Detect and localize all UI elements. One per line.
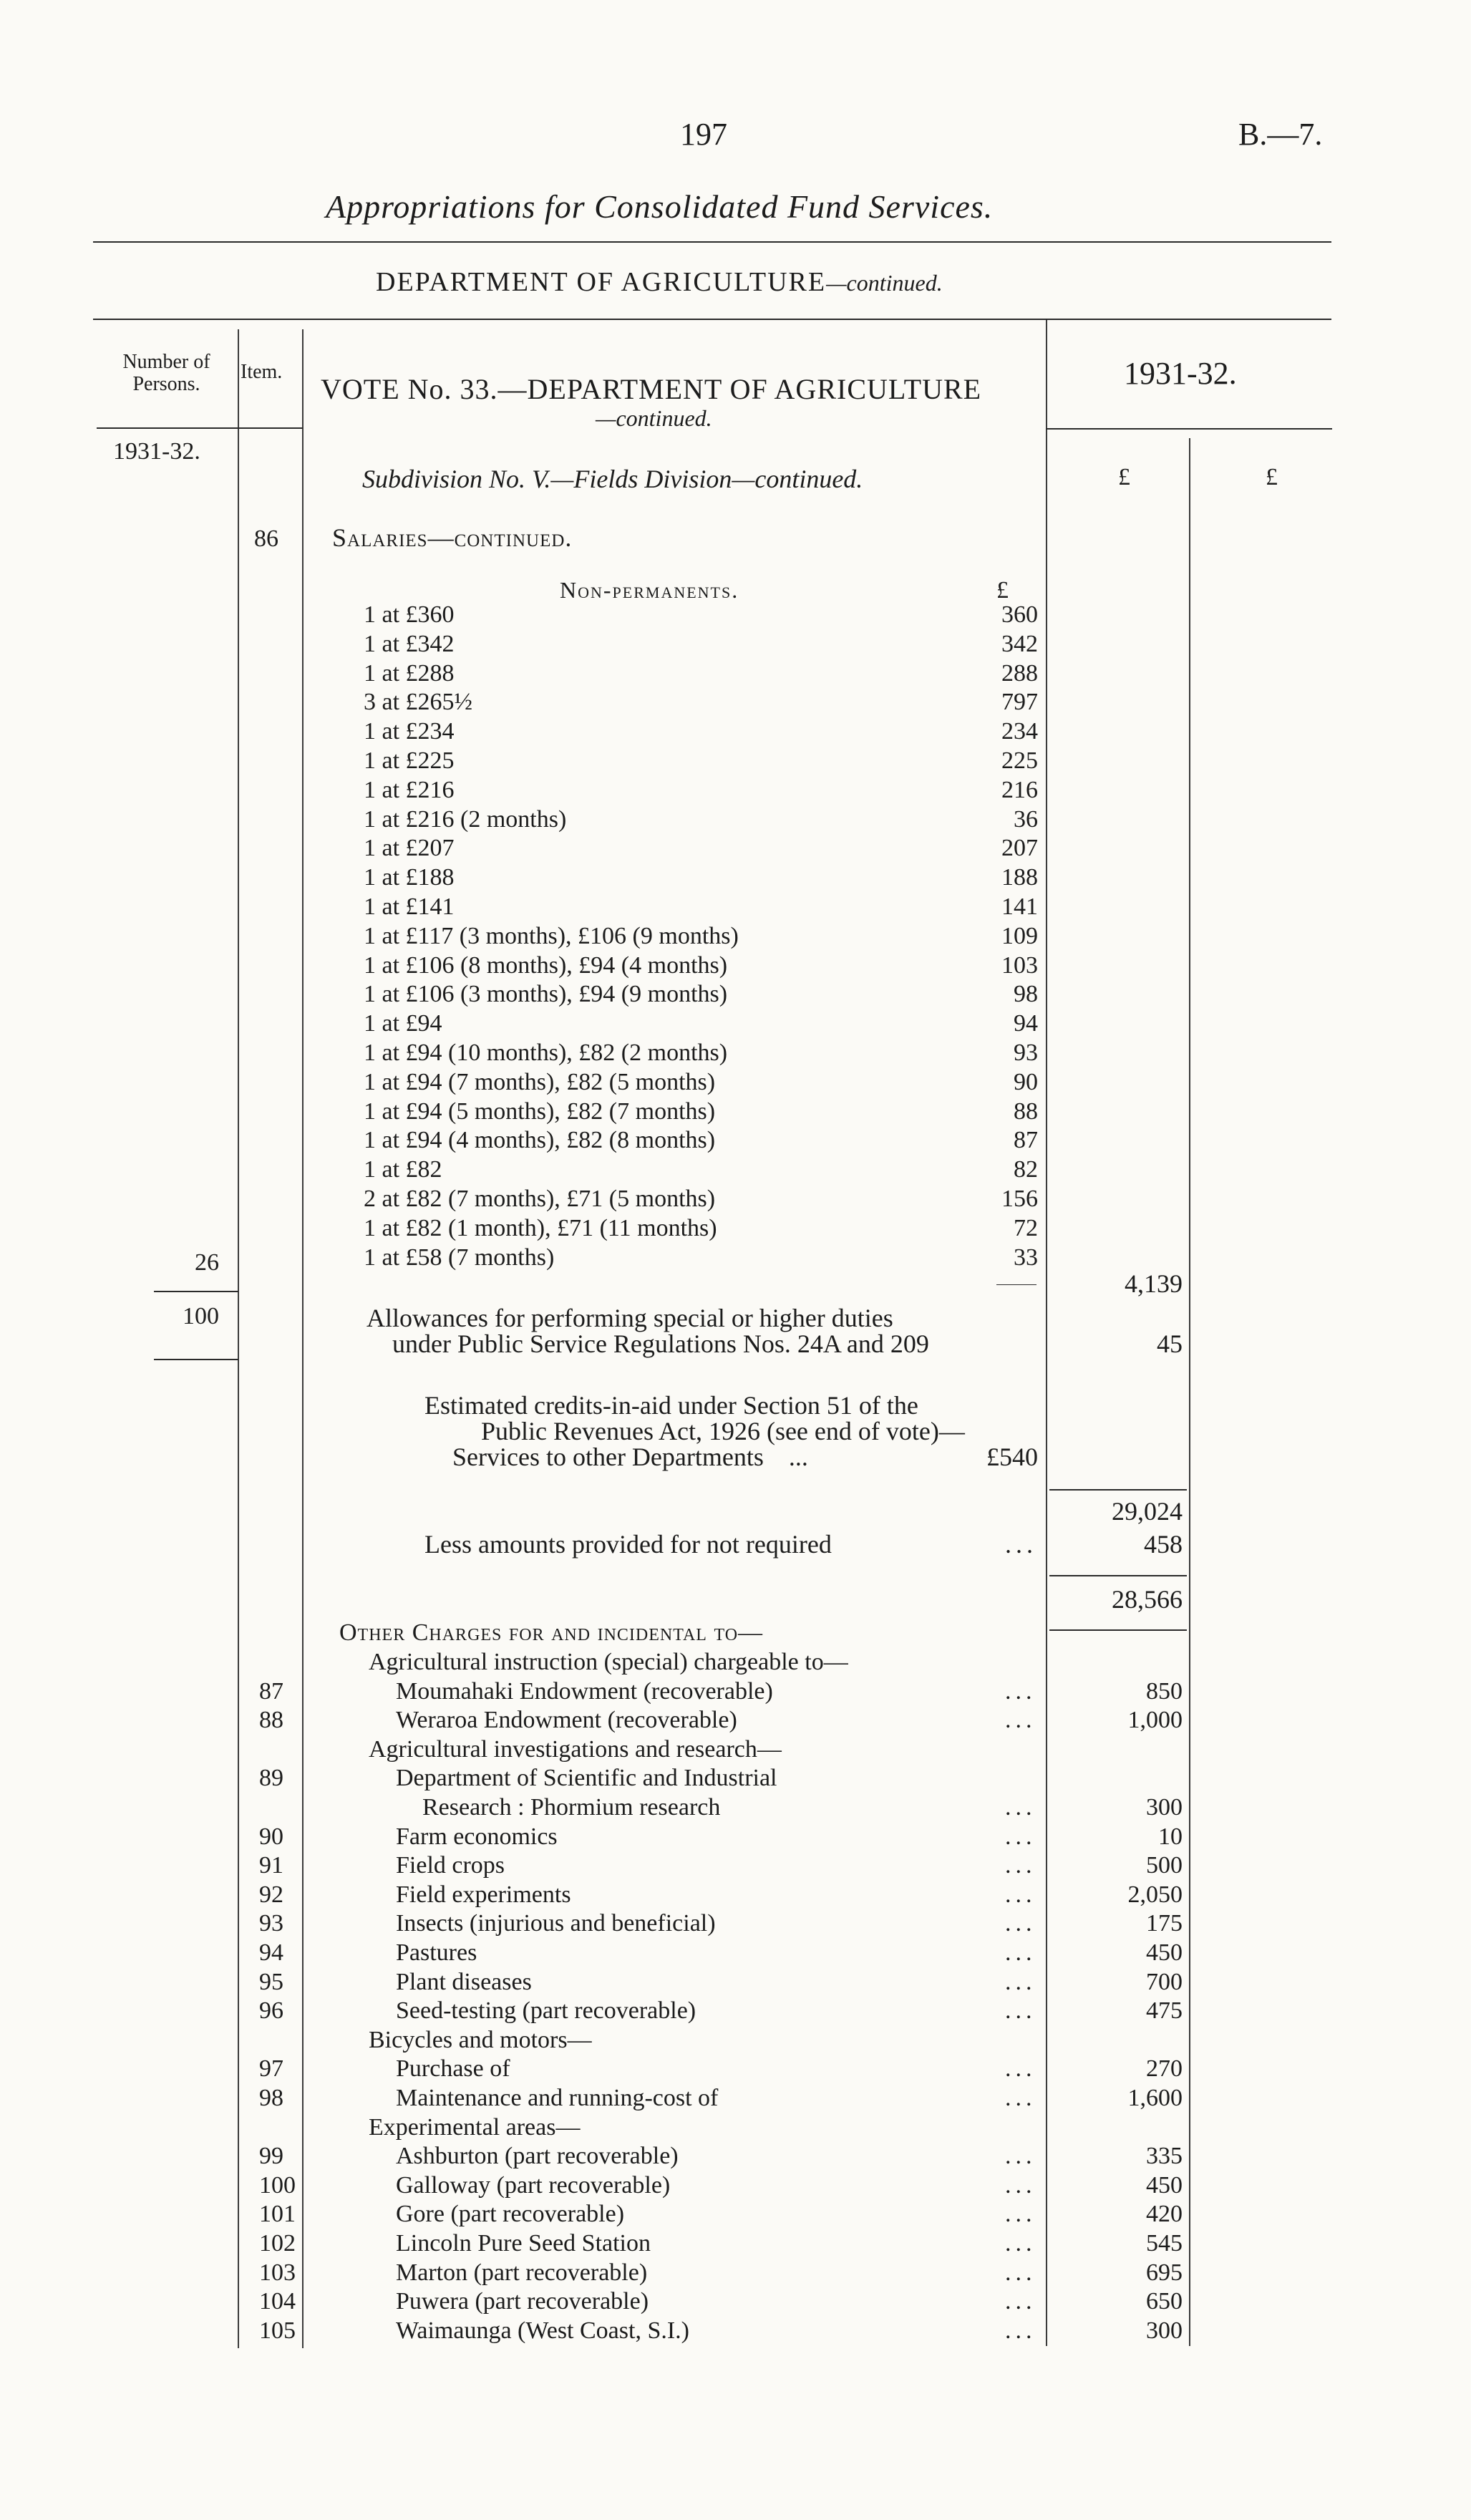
table-top-rule — [93, 319, 1331, 320]
salary-rate-amount: 82 — [1014, 1156, 1038, 1183]
salary-rate-amount: 87 — [1014, 1127, 1038, 1154]
item-number: 95 — [259, 1968, 283, 1995]
charge-amount: 500 — [1146, 1852, 1183, 1879]
charge-description: Waimaunga (West Coast, S.I.) — [396, 2317, 689, 2344]
charge-description: Moumahaki Endowment (recoverable) — [396, 1677, 773, 1705]
salary-rate-description: 1 at £117 (3 months), £106 (9 months) — [364, 922, 739, 949]
item-number: 103 — [259, 2259, 296, 2286]
charge-description: Farm economics — [396, 1823, 558, 1850]
charge-group-heading: Agricultural investigations and research— — [369, 1735, 782, 1763]
salary-rate-description: 2 at £82 (7 months), £71 (5 months) — [364, 1186, 716, 1212]
charge-description: Puwera (part recoverable) — [396, 2288, 649, 2315]
salary-rate-description: 1 at £360 — [364, 601, 455, 628]
item-number: 99 — [259, 2143, 283, 2170]
header-rule-left — [97, 427, 303, 429]
leader-dots: ... — [1005, 2317, 1037, 2344]
department-name: DEPARTMENT OF AGRICULTURE — [376, 267, 827, 297]
persons-column-header: Number of Persons. — [122, 351, 210, 395]
currency-inner: £ — [996, 577, 1009, 604]
charge-amount: 335 — [1146, 2143, 1183, 2170]
salary-rate-description: 1 at £94 (4 months), £82 (8 months) — [364, 1127, 716, 1154]
item-number: 86 — [254, 525, 278, 552]
leader-dots: ... — [1005, 1707, 1037, 1734]
persons-subtotal: 26 — [195, 1249, 219, 1276]
item-number: 88 — [259, 1707, 283, 1734]
less-amount: 458 — [1144, 1530, 1183, 1559]
salary-rate-amount: 36 — [1014, 805, 1038, 833]
salary-rate-description: 1 at £207 — [364, 835, 455, 862]
item-number: 92 — [259, 1881, 283, 1908]
salary-rate-amount: 103 — [1001, 951, 1038, 979]
leader-dots: ... — [1005, 1677, 1037, 1705]
currency-col2: £ — [1266, 464, 1278, 490]
salary-rate-amount: 33 — [1014, 1244, 1038, 1271]
leader-dots: ... — [1005, 2171, 1037, 2199]
salary-rate-description: 1 at £94 (5 months), £82 (7 months) — [364, 1097, 716, 1125]
charge-amount: 300 — [1146, 1794, 1183, 1821]
charge-amount: 450 — [1146, 2171, 1183, 2199]
charge-description: Maintenance and running-cost of — [396, 2085, 719, 2111]
persons-rule — [154, 1291, 238, 1292]
salary-rate-description: 1 at £234 — [364, 718, 455, 745]
salary-rate-amount: 94 — [1014, 1010, 1038, 1037]
salary-rate-amount: 88 — [1014, 1097, 1038, 1125]
salary-rate-description: 1 at £58 (7 months) — [364, 1244, 555, 1271]
charge-description: Marton (part recoverable) — [396, 2259, 648, 2286]
salary-rate-amount: 234 — [1001, 718, 1038, 745]
charge-description: Purchase of — [396, 2055, 510, 2083]
salary-rate-amount: 109 — [1001, 922, 1038, 949]
credits-line-1: Estimated credits-in-aid under Section 51 of the — [424, 1391, 918, 1420]
charge-amount: 300 — [1146, 2317, 1183, 2344]
salary-rate-amount: 288 — [1001, 659, 1038, 687]
year-column-header: 1931-32. — [1124, 356, 1237, 391]
salary-rate-amount: 93 — [1014, 1040, 1038, 1066]
item-number: 101 — [259, 2201, 296, 2228]
salary-rate-amount: 225 — [1001, 747, 1038, 774]
header-rule-right — [1046, 428, 1332, 430]
salary-rate-description: 3 at £265½ — [364, 689, 473, 716]
charge-amount: 700 — [1146, 1968, 1183, 1995]
item-number: 102 — [259, 2230, 296, 2257]
charge-description: Plant diseases — [396, 1968, 532, 1995]
item-number: 96 — [259, 1997, 283, 2025]
salary-rate-amount: 360 — [1001, 601, 1038, 628]
charge-description: Seed-testing (part recoverable) — [396, 1997, 696, 2025]
salary-rate-description: 1 at £216 (2 months) — [364, 805, 567, 833]
vote-title: VOTE No. 33.—DEPARTMENT OF AGRICULTURE — [321, 373, 982, 405]
charge-amount: 270 — [1146, 2055, 1183, 2083]
leader-dots: ... — [1005, 2143, 1037, 2170]
salary-rate-description: 1 at £225 — [364, 747, 455, 774]
charge-description: Field experiments — [396, 1881, 571, 1908]
charge-group-heading: Agricultural instruction (special) chargeable to— — [369, 1649, 848, 1675]
charge-amount: 450 — [1146, 1939, 1183, 1966]
salaries-amount: 4,139 — [1125, 1269, 1183, 1298]
charge-description: Galloway (part recoverable) — [396, 2171, 671, 2199]
charge-amount: 175 — [1146, 1910, 1183, 1937]
charge-group-heading: Experimental areas— — [369, 2113, 581, 2141]
charge-description-cont: Research : Phormium research — [422, 1794, 721, 1821]
leader-dots: ... — [1005, 2259, 1037, 2286]
charge-description: Lincoln Pure Seed Station — [396, 2230, 651, 2257]
less-dots: ... — [1005, 1530, 1037, 1559]
charge-amount: 1,600 — [1127, 2085, 1183, 2111]
salary-rate-amount: 216 — [1001, 776, 1038, 803]
page-number: 197 — [680, 117, 727, 152]
persons-total-rule — [154, 1359, 238, 1360]
allowances-amount: 45 — [1157, 1329, 1183, 1358]
col-divider-persons — [238, 329, 239, 2348]
charge-description: Gore (part recoverable) — [396, 2201, 625, 2228]
charge-amount: 695 — [1146, 2259, 1183, 2286]
col-divider-amount — [1189, 438, 1190, 2346]
salary-rate-description: 1 at £288 — [364, 659, 455, 687]
item-number: 104 — [259, 2288, 296, 2315]
salary-rate-amount: 342 — [1001, 630, 1038, 657]
item-number: 90 — [259, 1823, 283, 1850]
title-rule — [93, 241, 1331, 243]
less-label: Less amounts provided for not required — [424, 1530, 832, 1559]
nonpermanents-heading: Non-permanents. — [560, 577, 739, 603]
item-number: 100 — [259, 2171, 296, 2199]
item-number: 94 — [259, 1939, 283, 1966]
salary-rate-description: 1 at £106 (3 months), £94 (9 months) — [364, 981, 728, 1008]
charge-description: Field crops — [396, 1852, 505, 1879]
salary-rate-amount: 207 — [1001, 835, 1038, 862]
charge-amount: 10 — [1158, 1823, 1183, 1850]
leader-dots: ... — [1005, 2085, 1037, 2111]
department-suffix: —continued. — [826, 270, 943, 296]
department-heading — [376, 266, 943, 298]
leader-dots: ... — [1005, 1852, 1037, 1879]
salary-rate-amount: 90 — [1014, 1068, 1038, 1095]
leader-dots: ... — [1005, 1794, 1037, 1821]
leader-dots: ... — [1005, 1823, 1037, 1850]
leader-dots: ... — [1005, 1881, 1037, 1908]
leader-dots: ... — [1005, 2230, 1037, 2257]
salary-rate-description: 1 at £141 — [364, 893, 455, 920]
charge-group-heading: Bicycles and motors— — [369, 2026, 592, 2053]
charge-description: Ashburton (part recoverable) — [396, 2143, 679, 2170]
charge-amount: 545 — [1146, 2230, 1183, 2257]
item-number: 98 — [259, 2085, 283, 2111]
credits-line-2: Public Revenues Act, 1926 (see end of vote)— — [481, 1417, 965, 1445]
salary-rate-description: 1 at £94 (10 months), £82 (2 months) — [364, 1040, 728, 1066]
currency-col1: £ — [1118, 464, 1130, 490]
leader-dots: ... — [1005, 1939, 1037, 1966]
leader-dots: ... — [1005, 1968, 1037, 1995]
leader-dots: ... — [1005, 2288, 1037, 2315]
allowances-line-1: Allowances for performing special or higher duties — [366, 1304, 893, 1332]
salary-rate-description: 1 at £342 — [364, 630, 455, 657]
charge-description: Department of Scientific and Industrial — [396, 1765, 777, 1792]
salary-rate-description: 1 at £216 — [364, 776, 455, 803]
salary-rate-description: 1 at £94 — [364, 1010, 442, 1037]
salary-rate-description: 1 at £106 (8 months), £94 (4 months) — [364, 951, 728, 979]
salary-rate-amount: 188 — [1001, 864, 1038, 891]
salary-rate-amount: 141 — [1001, 893, 1038, 920]
salary-rate-amount: 98 — [1014, 981, 1038, 1008]
charge-description: Weraroa Endowment (recoverable) — [396, 1707, 737, 1734]
credits-amount: £540 — [986, 1443, 1038, 1471]
item-number: 105 — [259, 2317, 296, 2344]
other-charges-heading: Other Charges for and incidental to— — [339, 1619, 764, 1646]
persons-year: 1931-32. — [113, 438, 200, 465]
salary-rate-amount: 797 — [1001, 689, 1038, 716]
credits-dots: ... — [788, 1443, 808, 1471]
charge-description: Pastures — [396, 1939, 477, 1966]
charge-amount: 475 — [1146, 1997, 1183, 2025]
subdivision-heading: Subdivision No. V.—Fields Division—continued. — [362, 465, 863, 493]
document-reference: B.—7. — [1238, 117, 1323, 152]
net-rule — [1049, 1575, 1187, 1576]
vote-continued: —continued. — [596, 405, 712, 431]
gross-rule — [1049, 1489, 1187, 1491]
credits-label: Services to other Departments — [452, 1443, 764, 1471]
salary-rate-description: 1 at £82 (1 month), £71 (11 months) — [364, 1214, 717, 1241]
credits-line-3 — [452, 1442, 808, 1472]
salary-rate-description: 1 at £94 (7 months), £82 (5 months) — [364, 1068, 716, 1095]
charge-amount: 420 — [1146, 2201, 1183, 2228]
item-number: 93 — [259, 1910, 283, 1937]
item-number: 97 — [259, 2055, 283, 2083]
leader-dots: ... — [1005, 2055, 1037, 2083]
salaries-heading: Salaries—continued. — [332, 523, 573, 552]
salary-rate-amount: 156 — [1001, 1186, 1038, 1212]
gross-total: 29,024 — [1112, 1497, 1183, 1526]
allowances-line-2: under Public Service Regulations Nos. 24A and 209 — [392, 1329, 929, 1358]
charge-amount: 1,000 — [1127, 1707, 1183, 1734]
leader-dots: ... — [1005, 1997, 1037, 2025]
salary-rate-description: 1 at £188 — [364, 864, 455, 891]
charge-amount: 650 — [1146, 2288, 1183, 2315]
col-divider-description — [1046, 320, 1047, 2346]
item-number: 89 — [259, 1765, 283, 1792]
salary-rate-description: 1 at £82 — [364, 1156, 442, 1183]
item-column-header: Item. — [241, 361, 283, 383]
leader-dots: ... — [1005, 2201, 1037, 2228]
net-underline — [1049, 1629, 1187, 1631]
salary-rate-amount: 72 — [1014, 1214, 1038, 1241]
net-total: 28,566 — [1112, 1585, 1183, 1614]
charge-amount: 850 — [1146, 1677, 1183, 1705]
page-title: Appropriations for Consolidated Fund Services. — [326, 188, 994, 225]
item-number: 87 — [259, 1677, 283, 1705]
leader-dots: ... — [1005, 1910, 1037, 1937]
persons-total: 100 — [183, 1303, 219, 1329]
col-divider-item — [302, 329, 304, 2348]
charge-amount: 2,050 — [1127, 1881, 1183, 1908]
item-number: 91 — [259, 1852, 283, 1879]
salary-sum-rule — [996, 1284, 1037, 1285]
charge-description: Insects (injurious and beneficial) — [396, 1910, 716, 1937]
